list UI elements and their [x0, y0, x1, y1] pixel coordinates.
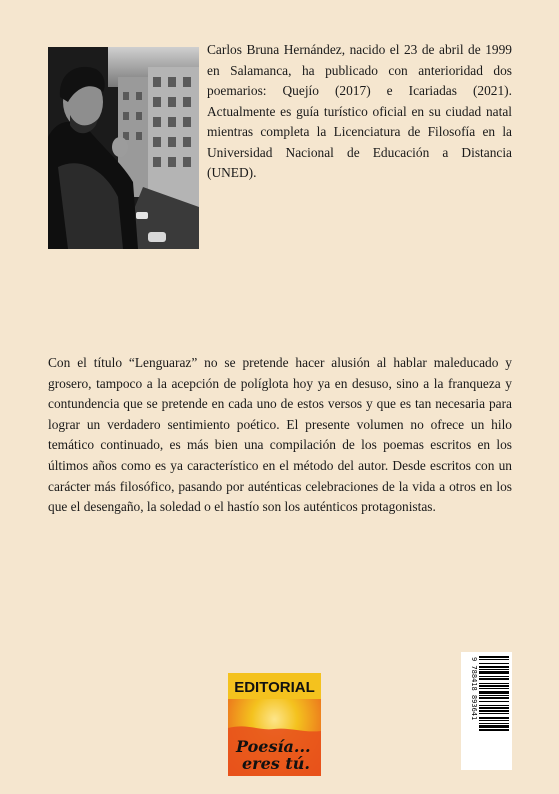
barcode-bar	[479, 666, 509, 668]
publisher-name-line2: eres tú.	[242, 754, 310, 773]
barcode-bar	[479, 663, 509, 664]
barcode-bar	[479, 695, 509, 696]
barcode-bar	[479, 713, 509, 714]
publisher-logo	[228, 673, 321, 776]
barcode-bar	[479, 656, 509, 658]
barcode-bar	[479, 676, 509, 677]
author-photo-image	[48, 47, 199, 249]
barcode-bar	[479, 691, 509, 694]
barcode-bar	[479, 671, 509, 674]
barcode-bar	[479, 707, 509, 709]
publisher-name-line1: Poesía...	[236, 737, 311, 756]
author-photo	[48, 47, 199, 249]
barcode-bar	[479, 720, 509, 721]
publisher-editorial-label: EDITORIAL	[234, 679, 315, 696]
barcode-bar	[479, 688, 509, 689]
barcode-bar	[479, 683, 509, 684]
barcode-bar	[479, 705, 509, 706]
barcode-bar	[479, 725, 509, 728]
barcode-bar	[479, 669, 509, 670]
barcode-bar	[479, 717, 509, 719]
barcode-bar	[479, 685, 509, 687]
isbn-digits: 9 788418 893641	[470, 657, 478, 721]
barcode-bar	[479, 710, 509, 712]
author-bio: Carlos Bruna Hernández, nacido el 23 de abril de 1999 en Salamanca, ha publicado con anterioridad dos poemarios: Quejío (2017) e Icariadas (2021). Actualmente es guía turístico oficial en su ciudad natal mientras completa la Licenciatura de Filosofía en la Universidad Nacional de Educación a Distancia (UNED).	[207, 42, 512, 180]
barcode-bar	[479, 678, 509, 680]
barcode-bar	[479, 729, 509, 731]
barcode-bar	[479, 659, 509, 660]
barcode-bar	[479, 723, 509, 724]
book-synopsis: Con el título “Lenguaraz” no se pretende hacer alusión al hablar maleducado y grosero, tampoco a la acepción de políglota hoy ya en desuso, sino a la franqueza y contundencia que se pretende en cada uno de estos versos y que es tan necesaria para lograr un verdadero sentimiento poético. El presente volumen no ofrece un hilo temático continuado, es más bien una compilación de los poemas escritos en los últimos años como es ya característico en el método del autor. Desde escritos con un carácter más filosófico, pasando por auténticas celebraciones de la vida a otros en los que el desengaño, la soledad o el hastío son los auténticos protagonistas.	[48, 355, 512, 515]
isbn-barcode	[461, 652, 512, 770]
barcode-bar	[479, 701, 509, 702]
barcode-bar	[479, 697, 509, 699]
